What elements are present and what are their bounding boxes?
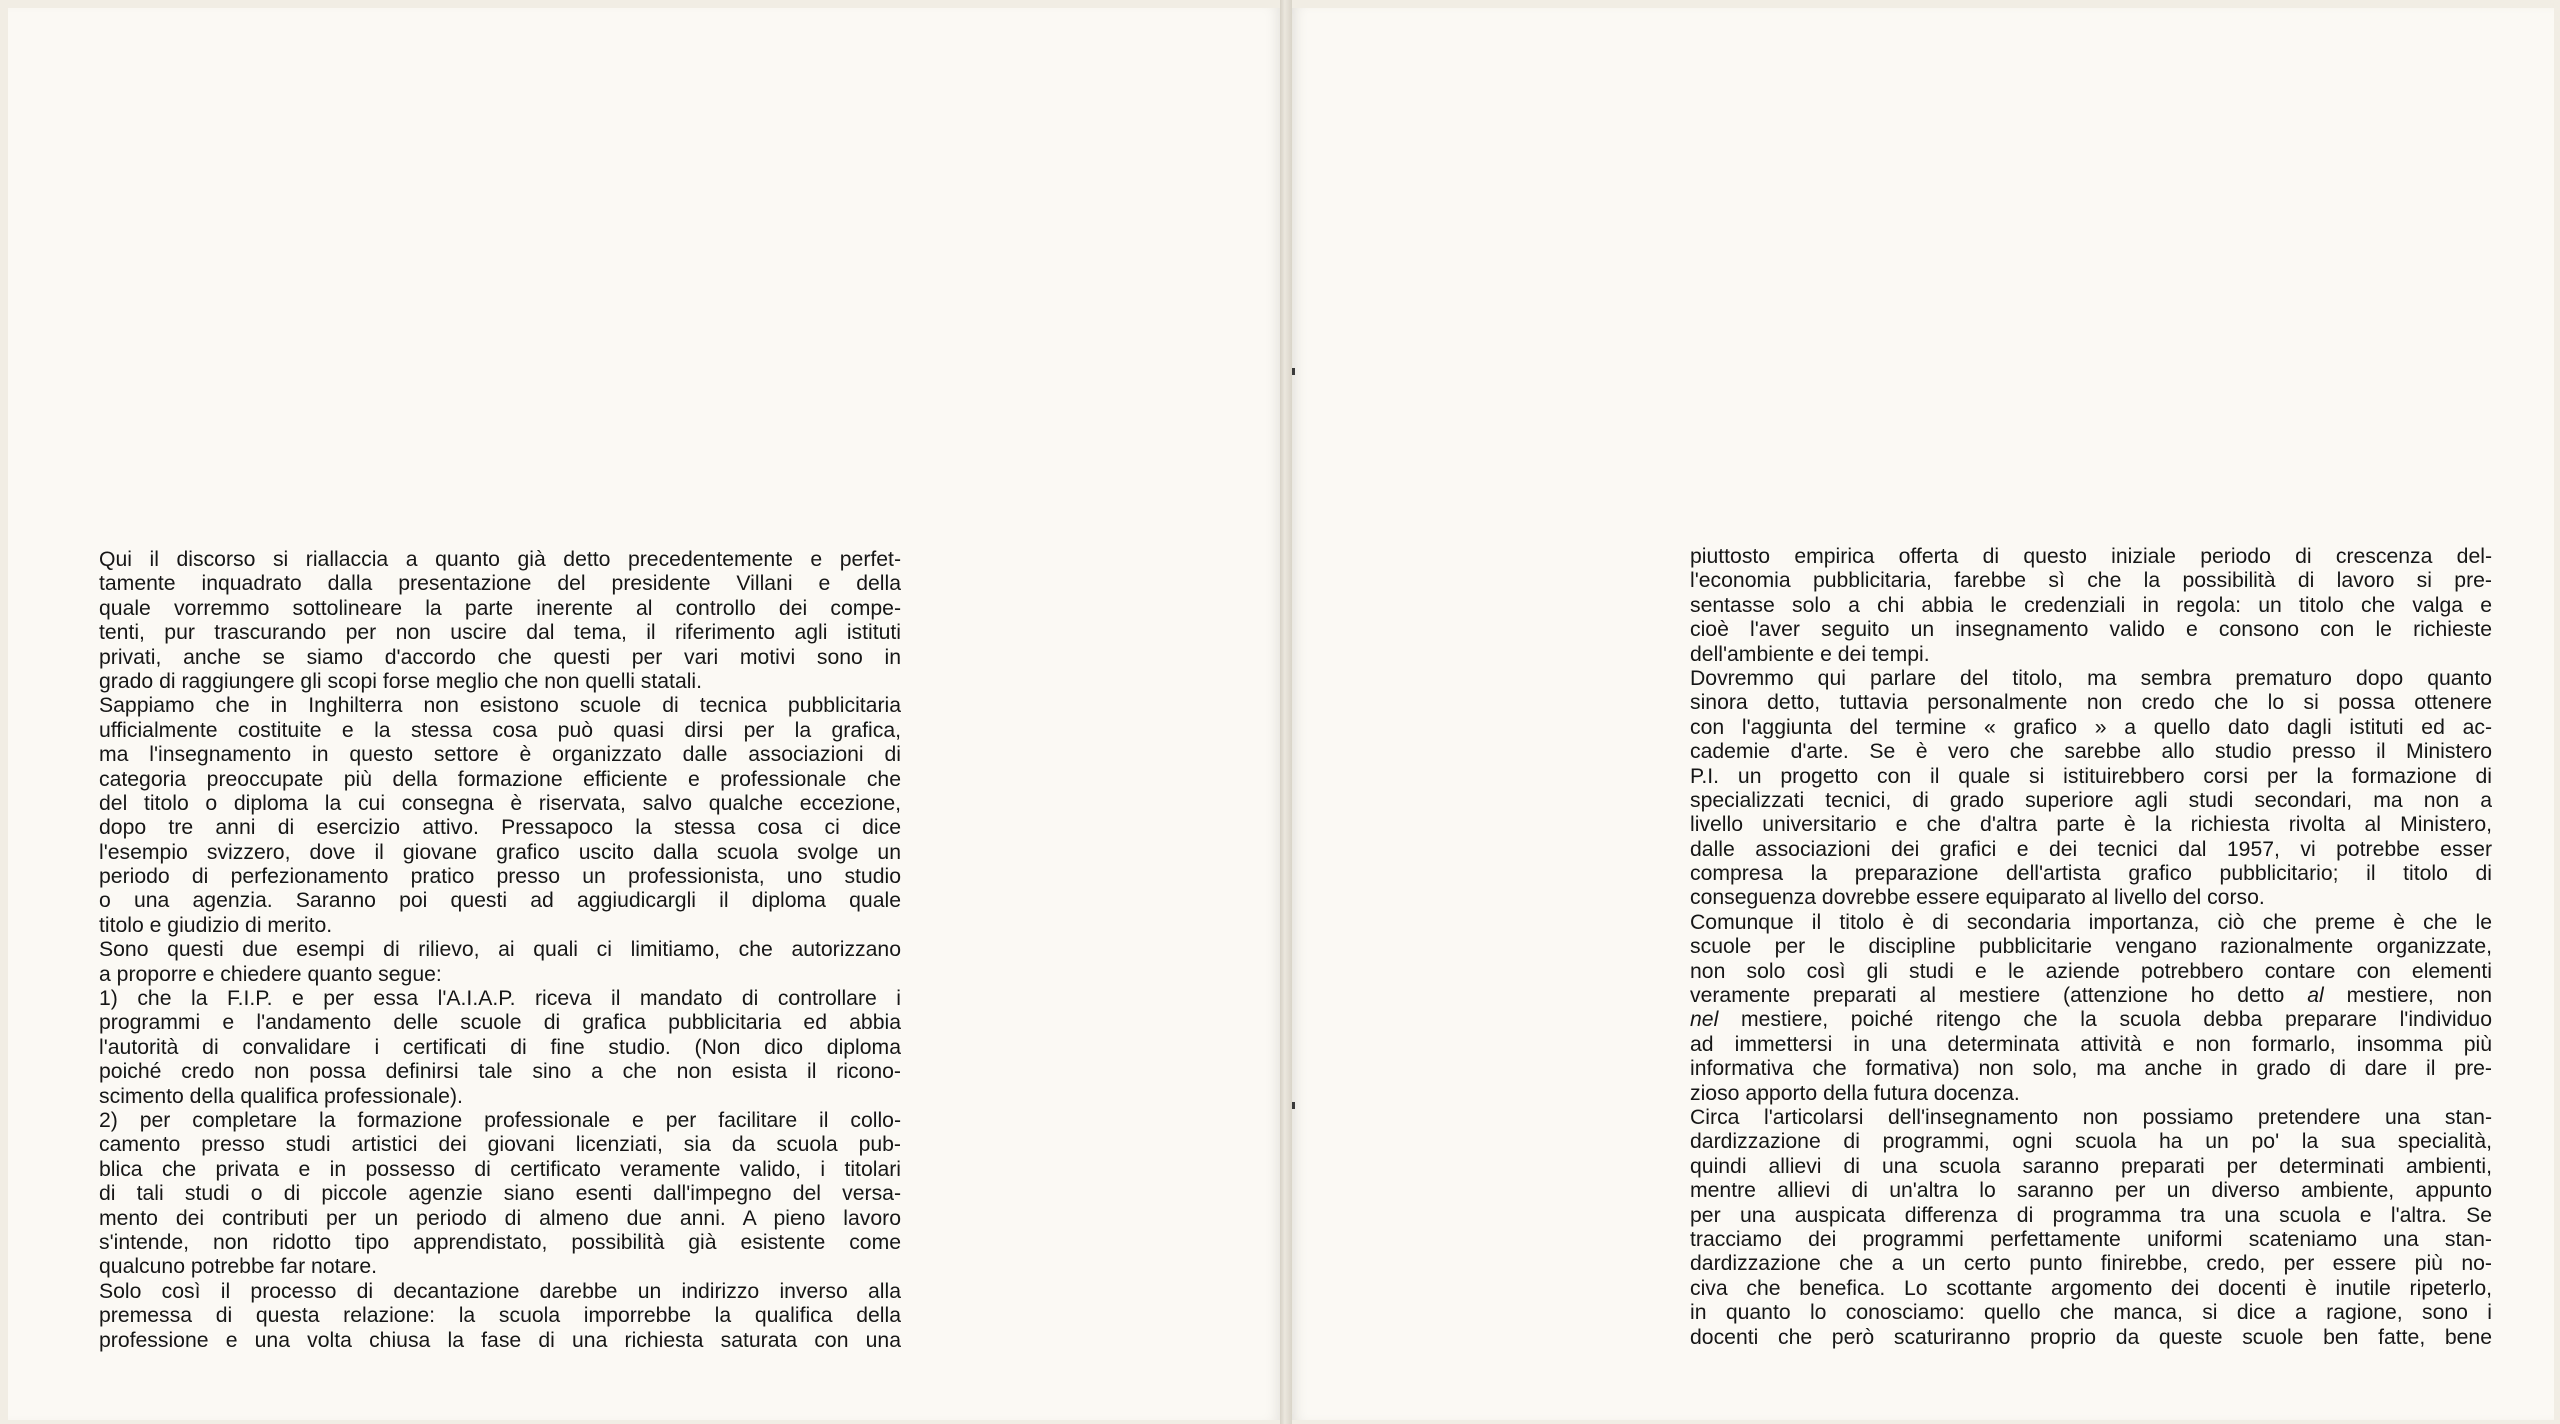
text-line: compresa la preparazione dell'artista grafico pubblicitario; il titolo di [1690,862,2492,886]
text-line: dalle associazioni dei grafici e dei tecnici dal 1957, vi potrebbe esser [1690,837,2492,861]
text-line: conseguenza dovrebbe essere equiparato al livello del corso. [1690,886,2265,910]
text-line: quale vorremmo sottolineare la parte inerente al controllo dei compe- [99,596,901,620]
text-line: tracciamo dei programmi perfettamente uniformi scateniamo una stan- [1690,1227,2492,1251]
text-line: dardizzazione di programmi, ogni scuola ha un po' la sua specialità, [1690,1130,2492,1154]
text-line: specializzati tecnici, di grado superiore agli studi secondari, ma non a [1690,788,2492,812]
text-line: l'economia pubblicitaria, farebbe sì che la possibilità di lavoro si pre- [1690,569,2492,593]
text-line: l'esempio svizzero, dove il giovane grafico uscito dalla scuola svolge un [99,840,901,864]
text-line: con l'aggiunta del termine « grafico » a quello dato dagli istituti ed ac- [1690,715,2492,739]
text-line: ma l'insegnamento in questo settore è organizzato dalle associazioni di [99,743,901,767]
text-line: categoria preoccupate più della formazione efficiente e professionale che [99,767,901,791]
text-line: quindi allievi di una scuola saranno preparati per determinati ambienti, [1690,1154,2492,1178]
text-line: scuole per le discipline pubblicitarie vengano razionalmente organizzate, [1690,935,2492,959]
text-line: qualcuno potrebbe far notare. [99,1255,377,1279]
text-line: informativa che formativa) non solo, ma anche in grado di dare il pre- [1690,1057,2492,1081]
book-gutter [1280,0,1292,1424]
italic-word: al [2307,984,2324,1008]
text-run: veramente preparati al mestiere (attenzione ho detto [1690,984,2308,1008]
staple-top [1292,368,1295,375]
text-line: di tali studi o di piccole agenzie siano esenti dall'impegno del versa- [99,1182,901,1206]
text-line: poiché credo non possa definirsi tale sino a che non esista il ricono- [99,1060,901,1084]
text-line: programmi e l'andamento delle scuole di grafica pubblicitaria ed abbia [99,1011,901,1035]
text-line: dopo tre anni di esercizio attivo. Pressapoco la stessa cosa ci dice [99,816,901,840]
text-line: Dovremmo qui parlare del titolo, ma sembra prematuro dopo quanto [1690,666,2492,690]
text-line: professione e una volta chiusa la fase di una richiesta saturata con una [99,1328,901,1352]
text-line: titolo e giudizio di merito. [99,913,333,937]
text-line: per una auspicata differenza di programma tra una scuola e l'altra. Se [1690,1203,2492,1227]
text-line: sinora detto, tuttavia personalmente non credo che lo si possa ottenere [1690,691,2492,715]
text-line: dell'ambiente e dei tempi. [1690,642,1930,666]
text-line: dardizzazione che a un certo punto finirebbe, credo, per essere più no- [1690,1252,2492,1276]
text-line: piuttosto empirica offerta di questo iniziale periodo di crescenza del- [1690,545,2492,568]
italic-word: nel [1690,1008,1719,1032]
text-line: sentasse solo a chi abbia le credenziali in regola: un titolo che valga e [1690,593,2492,617]
text-line: tamente inquadrato dalla presentazione del presidente Villani e della [99,572,901,596]
text-line: scimento della qualifica professionale). [99,1084,463,1108]
text-line: grado di raggiungere gli scopi forse meglio che non quelli statali. [99,669,703,693]
text-line [1690,1008,2492,1032]
text-line: l'autorità di convalidare i certificati di fine studio. (Non dico diploma [99,1035,901,1059]
text-line: docenti che però scaturiranno proprio da queste scuole ben fatte, bene [1690,1325,2492,1349]
text-line: 1) che la F.I.P. e per essa l'A.I.A.P. riceva il mandato di controllare i [99,987,901,1011]
text-line: Sono questi due esempi di rilievo, ai quali ci limitiamo, che autorizzano [99,938,901,962]
text-line: 2) per completare la formazione professionale e per facilitare il collo- [99,1108,901,1132]
text-line: in quanto lo conosciamo: quello che manca, si dice a ragione, sono i [1690,1301,2492,1325]
right-page-text [1690,545,2492,1350]
text-line: mento dei contributi per un periodo di almeno due anni. A pieno lavoro [99,1206,901,1230]
text-line: premessa di questa relazione: la scuola imporrebbe la qualifica della [99,1304,901,1328]
text-line: P.I. un progetto con il quale si istituirebbero corsi per la formazione di [1690,764,2492,788]
text-line: Sappiamo che in Inghilterra non esistono scuole di tecnica pubblicitaria [99,694,901,718]
text-line: cademie d'arte. Se è vero che sarebbe allo studio presso il Ministero [1690,740,2492,764]
text-line: Comunque il titolo è di secondaria importanza, ciò che preme è che le [1690,910,2492,934]
text-line: tenti, pur trascurando per non uscire dal tema, il riferimento agli istituti [99,621,901,645]
text-line: Solo così il processo di decantazione darebbe un indirizzo inverso alla [99,1279,901,1303]
text-line: non solo così gli studi e le aziende potrebbero contare con elementi [1690,959,2492,983]
text-line: del titolo o diploma la cui consegna è riservata, salvo qualche eccezione, [99,791,901,815]
text-run: mestiere, poiché ritengo che la scuola debba preparare l'individuo [1718,1008,2492,1032]
text-line: camento presso studi artistici dei giovani licenziati, sia da scuola pub- [99,1133,901,1157]
text-line: ad immettersi in una determinata attività e non formarlo, insomma più [1690,1032,2492,1056]
text-line: livello universitario e che d'altra parte è la richiesta rivolta al Ministero, [1690,813,2492,837]
text-line: cioè l'aver seguito un insegnamento valido e consono con le richieste [1690,618,2492,642]
text-line: privati, anche se siamo d'accordo che questi per vari motivi sono in [99,645,901,669]
staple-bottom [1292,1102,1295,1109]
text-line [1690,984,2492,1008]
text-line: a proporre e chiedere quanto segue: [99,962,442,986]
text-line: zioso apporto della futura docenza. [1690,1081,2020,1105]
text-line: mentre allievi di un'altra lo saranno per un diverso ambiente, appunto [1690,1179,2492,1203]
text-line: ufficialmente costituite e la stessa cosa può quasi dirsi per la grafica, [99,718,901,742]
text-line: blica che privata e in possesso di certificato veramente valido, i titolari [99,1157,901,1181]
text-line: Qui il discorso si riallaccia a quanto già detto precedentemente e perfet- [99,548,901,571]
text-line: Circa l'articolarsi dell'insegnamento non possiamo pretendere una stan- [1690,1105,2492,1129]
text-line: o una agenzia. Saranno poi questi ad aggiudicargli il diploma quale [99,889,901,913]
text-line: periodo di perfezionamento pratico presso un professionista, uno studio [99,865,901,889]
left-page-text [99,548,901,1353]
text-line: s'intende, non ridotto tipo apprendistato, possibilità già esistente come [99,1230,901,1254]
text-line: civa che benefica. Lo scottante argomento dei docenti è inutile ripeterlo, [1690,1276,2492,1300]
text-run: mestiere, non [2323,984,2492,1008]
